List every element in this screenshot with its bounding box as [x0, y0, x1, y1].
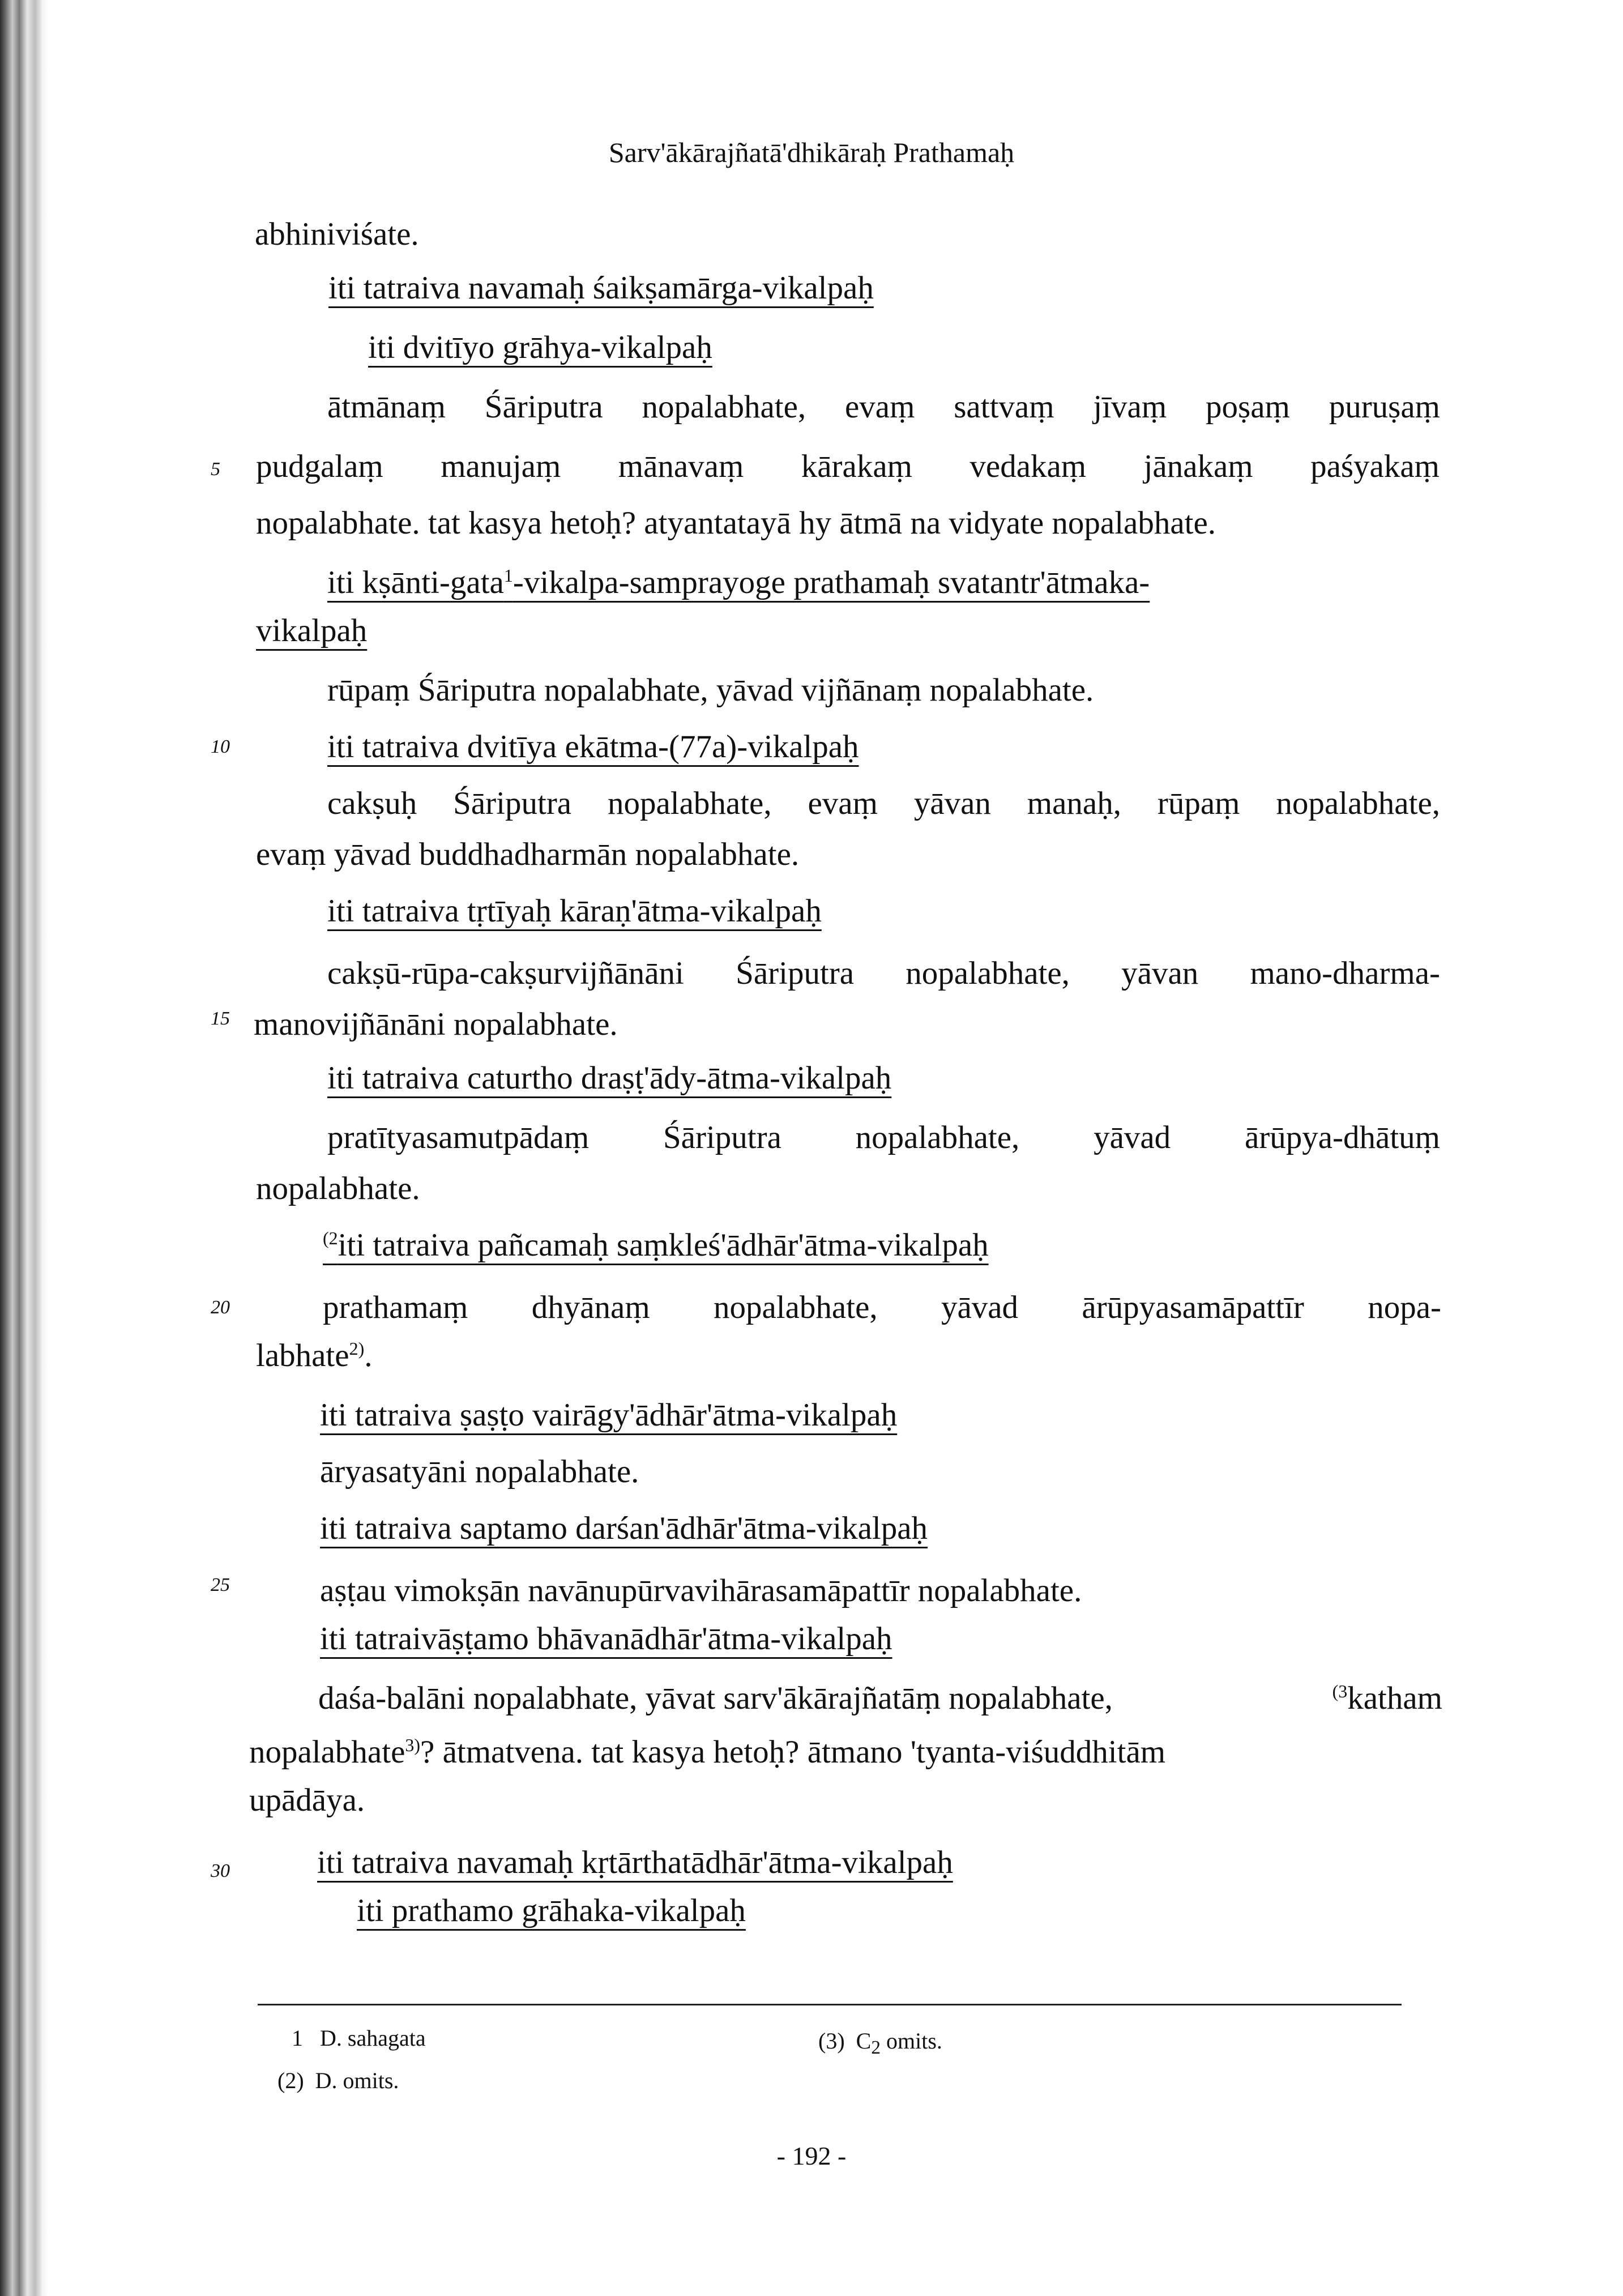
footnote-divider	[258, 2004, 1402, 2005]
heading-line: iti tatraiva navamaḥ kṛtārthatādhār'ātma-vikalpaḥ	[317, 1845, 953, 1880]
heading-line: iti tatraiva caturtho draṣṭ'ādy-ātma-vikalpaḥ	[327, 1060, 892, 1096]
footnote-subscript: 2	[871, 2037, 881, 2058]
heading-line: iti tatraiva dvitīya ekātma-(77a)-vikalpaḥ	[327, 729, 859, 765]
heading-line: iti tatraiva tṛtīyaḥ kāraṇ'ātma-vikalpaḥ	[327, 893, 822, 929]
text-line: pudgalaṃ manujaṃ mānavaṃ kārakaṃ vedakaṃ jānakaṃ paśyakaṃ	[256, 449, 1440, 484]
heading-line: iti prathamo grāhaka-vikalpaḥ	[357, 1893, 746, 1928]
footnote-number: 1	[292, 2025, 303, 2051]
text-line: rūpaṃ Śāriputra nopalabhate, yāvad vijñānaṃ nopalabhate.	[327, 672, 1094, 708]
footnote-2	[277, 2067, 399, 2094]
running-header: Sarv'ākārajñatā'dhikāraḥ Prathamaḥ	[608, 136, 1015, 168]
text-line: aṣṭau vimokṣān navānupūrvavihārasamāpattīr nopalabhate.	[320, 1573, 1082, 1608]
footnote-ref-1: 1	[503, 565, 513, 586]
footnote-text: D. omits.	[315, 2068, 399, 2093]
heading-line: $^{(2}$iti tatraiva pañcamaḥ saṃkleś'ādhār'ātma-vikalpaḥ	[323, 1227, 989, 1263]
text-line: nopalabhate$^{3)}$? ātmatvena. tat kasya hetoḥ? ātmano 'tyanta-viśuddhitām	[249, 1734, 1166, 1770]
footnote-ref-3-open: (3	[1332, 1681, 1348, 1701]
line-number-10: 10	[211, 736, 230, 757]
text-line: upādāya.	[249, 1782, 365, 1818]
line-number-15: 15	[211, 1008, 230, 1029]
line-number-25: 25	[211, 1574, 230, 1595]
text-line: pratītyasamutpādaṃ Śāriputra nopalabhate, yāvad ārūpya-dhātuṃ	[327, 1120, 1440, 1155]
footnote-ref-2-open: (2	[323, 1228, 338, 1248]
heading-line: iti tatraiva ṣaṣṭo vairāgy'ādhār'ātma-vikalpaḥ	[320, 1397, 898, 1433]
text-line: evaṃ yāvad buddhadharmān nopalabhate.	[256, 837, 800, 872]
text-line: nopalabhate.	[256, 1171, 420, 1206]
line-number-5: 5	[211, 459, 220, 480]
text-line: manovijñānāni nopalabhate.	[254, 1006, 618, 1042]
footnote-text: C	[856, 2028, 872, 2054]
heading-part: iti kṣānti-gata$^1$-vikalpa-samprayoge prathamaḥ svatantr'ātmaka-	[327, 565, 1150, 600]
heading-line: iti tatraivāṣṭamo bhāvanādhār'ātma-vikalpaḥ	[320, 1621, 892, 1657]
footnote-1	[292, 2025, 426, 2051]
text-line: āryasatyāni nopalabhate.	[320, 1454, 639, 1490]
footnote-ref-2-close: 2)	[349, 1338, 365, 1359]
scan-binding-edge	[0, 0, 48, 2296]
text-line: abhiniviśate.	[255, 216, 419, 252]
heading-line	[327, 566, 1440, 599]
heading-line: iti tatraiva saptamo darśan'ādhār'ātma-vikalpaḥ	[320, 1510, 928, 1546]
footnote-text: D. sahagata	[320, 2025, 426, 2051]
text-line: cakṣuḥ Śāriputra nopalabhate, evaṃ yāvan manaḥ, rūpaṃ nopalabhate,	[327, 786, 1440, 821]
footnote-number: (2)	[277, 2068, 304, 2093]
line-number-30: 30	[211, 1860, 230, 1881]
text-line: ātmānaṃ Śāriputra nopalabhate, evaṃ sattvaṃ jīvaṃ poṣaṃ puruṣaṃ	[327, 389, 1440, 425]
footnote-text-rest: omits.	[881, 2028, 942, 2054]
footnote-number: (3)	[818, 2028, 845, 2054]
text-line: nopalabhate. tat kasya hetoḥ? atyantatayā hy ātmā na vidyate nopalabhate.	[256, 505, 1216, 541]
heading-line: iti dvitīyo grāhya-vikalpaḥ	[368, 330, 712, 365]
footnote-ref-3-close: 3)	[405, 1735, 421, 1755]
heading-line: vikalpaḥ	[256, 613, 368, 648]
footnote-3	[818, 2028, 942, 2059]
page-number: - 192 -	[776, 2141, 847, 2170]
text-line: labhate$^{2)}$.	[256, 1338, 373, 1373]
line-number-20: 20	[211, 1297, 230, 1318]
text-line: prathamaṃ dhyānaṃ nopalabhate, yāvad ārūpyasamāpattīr nopa-	[323, 1290, 1441, 1325]
text-line: daśa-balāni nopalabhate, yāvat sarv'ākārajñatāṃ nopalabhate, $^{(3}$katham	[318, 1680, 1442, 1716]
text-line: cakṣū-rūpa-cakṣurvijñānāni Śāriputra nopalabhate, yāvan mano-dharma-	[327, 955, 1440, 991]
heading-line: iti tatraiva navamaḥ śaikṣamārga-vikalpaḥ	[328, 270, 874, 306]
